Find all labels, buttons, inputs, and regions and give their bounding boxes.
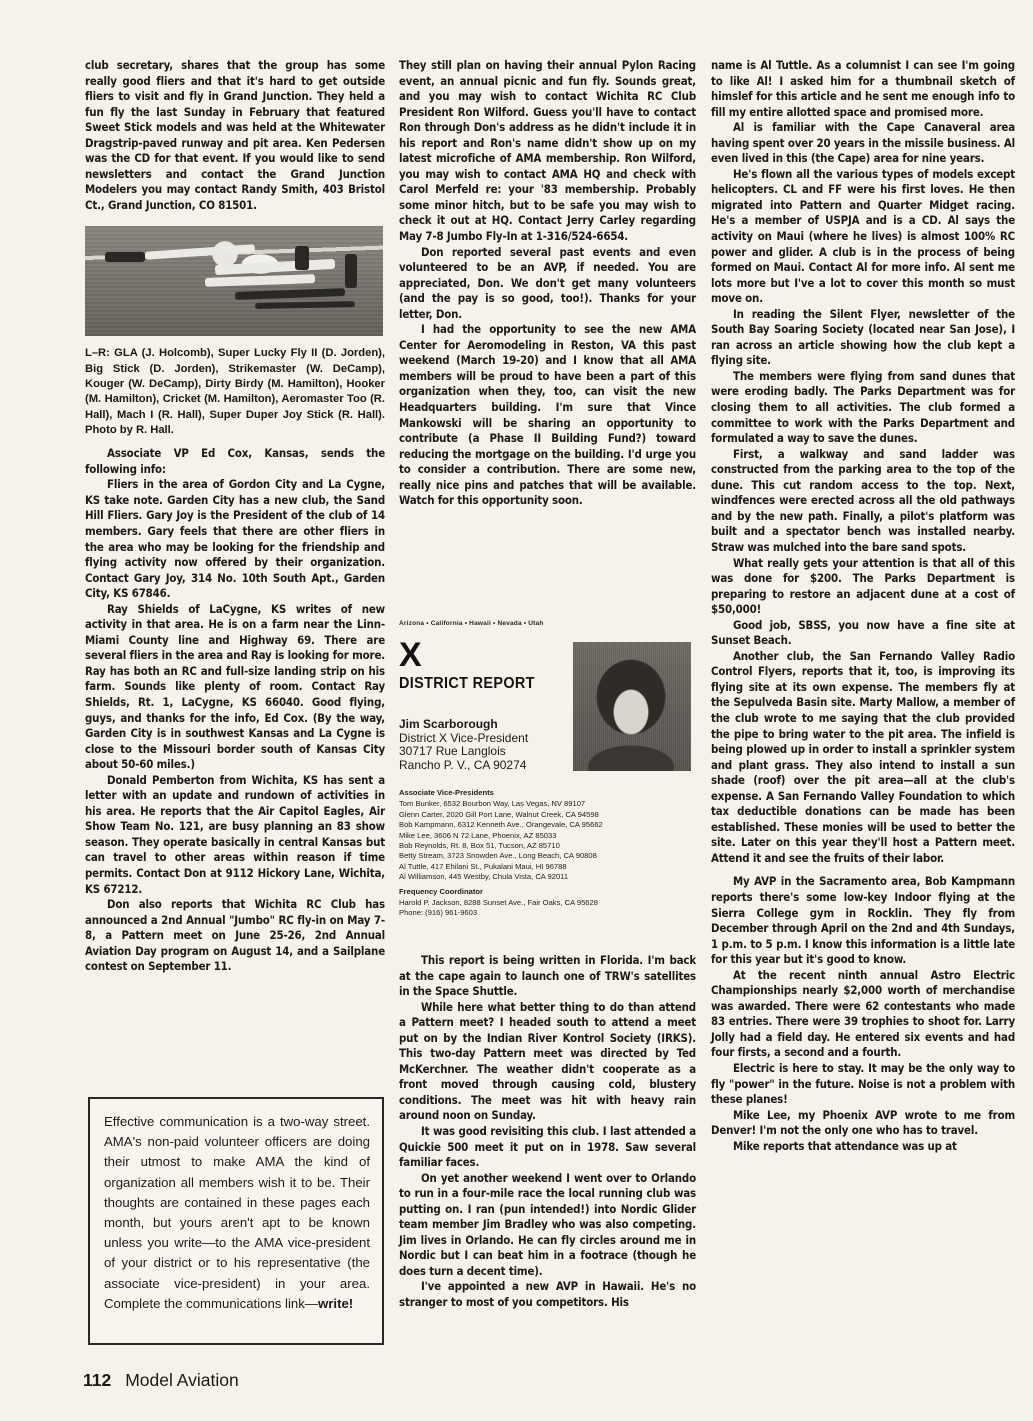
paragraph: Good job, SBSS, you now have a fine site at Sunset Beach. [711,617,1015,648]
paragraph: Fliers in the area of Gordon City and La Cygne, KS take note. Garden City has a new club, the Sand Hill Fliers. Gary Joy is the President of the club of 14 members. Gary feels that there are other fliers in the area who may be looking for the friendship and flying activity now offered by their organization. Contact Gary Joy, 314 No. 10th South Apt., Garden City, KS 67846. [85,477,385,601]
paragraph: club secretary, shares that the group has some really good fliers and that it's hard to get outside fliers to visit and fly in Grand Junction. They held a fun fly the last Sunday in February that featured Sweet Stick models and was held at the Whitewater Dragstrip-paved runway and pit area. Ken Pedersen was the CD for that event. If you would like to send newsletters and contact the Grand Junction Modelers you may contact Randy Smith, 403 Bristol Ct., Grand Junction, CO 81501. [85,58,385,212]
paragraph: Associate VP Ed Cox, Kansas, sends the following info: [85,446,385,476]
paragraph: Electric is here to stay. It may be the only way to fly "power" in the future. Noise is not a problem with these planes! [711,1061,1015,1107]
paragraph: Mike Lee, my Phoenix AVP wrote to me from Denver! I'm not the only one who has to travel. [711,1107,1015,1138]
associate-vp-entry: Mike Lee, 3606 N 72 Lane, Phoenix, AZ 85033 [399,830,557,840]
communication-callout-box [88,1097,384,1345]
paragraph: First, a walkway and sand ladder was constructed from the parking area to the top of the dune. This cut random access to the top. Next, windfences were erected across all the old pathways and by the new path. Finally, a pilot's platform was built and a spectator bench was installed nearby. Straw was mulched into the bare sand spots. [711,446,1015,554]
associate-vp-entry: Al Williamson, 445 Westby, Chula Vista, CA 92011 [399,872,569,882]
paragraph: He's flown all the various types of models except helicopters. CL and FF were his first loves. He then migrated into Pattern and Quarter Midget racing. He's a member of USPJA and is a CD. Al says the activity on Maui (where he lives) is almost 100% RC power and glider. A club is in the process of being formed on Maui. Contact Al for more info. Al sent me lots more but I've a lot to cover this month so must move on. [711,166,1015,306]
vp-title: District X Vice-President [399,730,529,745]
paragraph: My AVP in the Sacramento area, Bob Kampmann reports there's some low-key Indoor flying at the Sierra College gym in Rocklin. They fly from December through April on the 2nd and 4th Sundays, 1 p.m. to 5 p.m. I know this information is a little late for this year but it's good to know. [711,874,1015,967]
associate-vp-entry: Al Tuttle, 417 Ehilani St., Pukalani Maui, HI 96788 [399,861,567,871]
callout-text [104,1112,370,1314]
district-numeral: X [399,636,422,674]
associate-vp-heading: Associate Vice-Presidents [399,788,494,797]
vice-president-block [399,718,528,772]
frequency-coordinator-heading: Frequency Coordinator [399,886,483,896]
associate-vp-list [399,788,699,919]
paragraph: In reading the Silent Flyer, newsletter of the South Bay Soaring Society (located near San Jose), I ran across an article showing how the club kept a flying site. [711,306,1015,368]
column-2-continued [399,953,696,1311]
associate-vp-entry: Bob Kampmann, 6312 Kenneth Ave., Orangevale, CA 95662 [399,820,603,830]
model-airplanes-photo [85,226,383,336]
paragraph: What really gets your attention is that all of this was done for $200. The Parks Department is preparing to restore an adjacent dune at a cost of $50,000! [711,555,1015,617]
paragraph: They still plan on having their annual Pylon Racing event, an annual picnic and fun fly. Sounds great, and you may wish to contact Wichita RC Club President Ron Wilford. Guess you'll have to contact Ron through Don's address as he didn't include it in his report and Ron's name didn't show up on my latest microfiche of AMA membership. Ron Wilford, you may wish to contact AMA HQ and check with Carol Merfeld re: your '83 membership. Probably some minor hitch, but to be safe you may wish to check it out at HQ. Contact Jerry Carley regarding May 7-8 Jumbo Fly-In at 1-316/524-6654. [399,58,696,244]
callout-emphasis: write! [318,1295,354,1311]
vp-name: Jim Scarborough [399,717,498,731]
paragraph: Mike reports that attendance was up at [733,1138,957,1153]
associate-vp-entry: Tom Bunker, 6532 Bourbon Way, Las Vegas, NV 89107 [399,799,586,809]
paragraph: Ray Shields of LaCygne, KS writes of new activity in that area. He is on a farm near the Linn-Miami County line and Highway 69. There are several fliers in the area and Ray is looking for more. Ray has both an RC and full-size landing strip on his farm. Sounds like plenty of room. Contact Ray Shields, Rt. 1, LaCygne, KS 66040. Good flying, guys, and thanks for the info, Ed Cox. (By the way, Garden City is in southwest Kansas and La Cygne is close to the Missouri border south of Kansas City about 50-60 miles.) [85,601,385,772]
paragraph: Al is familiar with the Cape Canaveral area having spent over 20 years in the missile business. Al even lived in this (the Cape) area for nine years. [711,120,1015,166]
vp-address-line1: 30717 Rue Langlois [399,744,506,758]
paragraph: Donald Pemberton from Wichita, KS has sent a letter with an update and rundown of activities in his area. He reports that the Air Capitol Eagles, Air Show Team No. 121, are busy planning an 83 show season. They operate basically in central Kansas but can travel to other areas within reason if time permits. Contact Don at 9112 Hickory Lane, Wichita, KS 67212. [85,772,385,896]
column-1 [85,58,385,975]
paragraph: Don reported several past events and even volunteered to be an AVP, if needed. You are appreciated, Don. We don't get many volunteers (and the pay is so good, too!). Thanks for your letter, Don. [399,244,696,321]
paragraph: It was good revisiting this club. I last attended a Quickie 500 meet it put on in 1978. Saw several familiar faces. [399,1124,696,1170]
paragraph: Another club, the San Fernando Valley Radio Control Flyers, reports that it, too, is improving its flying site at its own expense. The members fly at the Sepulveda Basin site. Marty Mallow, a member of the club wrote to me saying that the club provided the pipe to bring water to the pit area. The infield is being plowed up in order to install a sprinkler system and plant grass. They also intend to install a sun shade (roof) over the pit area—all at the club's expense. A San Fernando Valley Foundation to which tax deductible donations can be made has been established. These monies will be used to better the site. Later on this year they'll host a Pattern meet. Attend it and see the fruits of their labor. [711,648,1015,865]
photo-caption: L–R: GLA (J. Holcomb), Super Lucky Fly II (D. Jorden), Big Stick (D. Jorden), Strikemaster (W. DeCamp), Kouger (W. DeCamp), Dirty Birdy (M. Hamilton), Hooker (M. Hamilton), Cricket (M. Hamilton), Aeromaster Too (R. Hall), Mach I (R. Hall), Super Duper Joy Stick (R. Hall). Photo by R. Hall. [85,347,385,436]
associate-vp-entry: Glenn Carter, 2020 Gill Port Lane, Walnut Creek, CA 94598 [399,809,599,819]
paragraph: At the recent ninth annual Astro Electric Championships nearly $2,000 worth of merchandise was awarded. There were 62 contestants who made 83 entries. There were 39 trophies to shoot for. Larry Jolly had a field day. He entered six events and had four firsts, a second and a fourth. [711,967,1015,1060]
paragraph: On yet another weekend I went over to Orlando to run in a four-mile race the local running club was putting on. I ran (pun intended!) into Nordic Glider team member Jim Bradley who was also competing. Jim lives in Orlando. He can fly circles around me in Nordic but I can beat him in a footrace (though he does turn a decent time). [399,1170,696,1278]
callout-body: Effective communication is a two-way street. AMA's non-paid volunteer officers are doing their utmost to make AMA the kind of organization all members wish it to be. Their thoughts are contained in these pages each month, but yours aren't apt to be known unless you write—to the AMA vice-president of your district or to his representative (the associate vice-president) in your area. Complete the communications link— [104,1114,370,1311]
paragraph: Don also reports that Wichita RC Club has announced a 2nd Annual "Jumbo" RC fly-in on May 7-8, a Pattern meet on June 25-26, 2nd Annual Aviation Day program on August 14, and a Sailplane contest on September 11. [85,897,385,974]
frequency-coordinator-phone: Phone: (916) 961-9603 [399,908,478,918]
associate-vp-entry: Betty Stream, 3723 Snowden Ave., Long Beach, CA 90808 [399,851,597,861]
paragraph: I've appointed a new AVP in Hawaii. He's no stranger to most of you competitors. His [399,1279,696,1310]
paragraph: I had the opportunity to see the new AMA Center for Aeromodeling in Reston, VA this past weekend (March 19-20) and I know that all AMA members will be proud to have been a part of this organization when they, too, can visit the new Headquarters building. I'm sure that Vince Mankowski will be sharing an opportunity to contribute (a Phase II Building Fund?) toward reducing the mortgage on the building. I'd urge you to consider a contribution. There are some new, really nice pins and patches that will be available. Watch for this opportunity soon. [399,322,696,508]
vp-address-line2: Rancho P. V., CA 90274 [399,757,527,772]
paragraph: This report is being written in Florida. I'm back at the cape again to launch one of TRW's satellites in the Space Shuttle. [399,953,696,999]
district-report-title: DISTRICT REPORT [399,675,535,692]
column-3 [711,58,1015,1154]
district-states: Arizona • California • Hawaii • Nevada • Utah [399,620,544,627]
page-folio [83,1370,239,1391]
publication-name: Model Aviation [125,1370,239,1390]
paragraph: name is Al Tuttle. As a columnist I can see I'm going to like Al! I asked him for a thumbnail sketch of himslef for this article and he sent me enough info to fill my entire allotted space and promised more. [711,58,1015,119]
vice-president-portrait [573,642,691,771]
page-number: 112 [83,1370,112,1390]
associate-vp-entry: Bob Reynolds, Rt. 8, Box 51, Tucson, AZ 85710 [399,841,560,851]
paragraph: While here what better thing to do than attend a Pattern meet? I headed south to attend a meet put on by the Indian River Kontrol Society (IRKS). This two-day Pattern meet was directed by Ted McKerchner. The weather didn't cooperate as a front moved through causing cold, blustery conditions. The meet was hit with heavy rain around noon on Sunday. [399,999,696,1123]
frequency-coordinator-address: Harold P. Jackson, 8288 Sunset Ave., Fair Oaks, CA 95628 [399,898,598,908]
column-2 [399,58,696,509]
paragraph: The members were flying from sand dunes that were eroding badly. The Parks Department was for closing them to all activities. The club formed a committee to work with the Parks Department and formulated a way to save the dunes. [711,368,1015,446]
